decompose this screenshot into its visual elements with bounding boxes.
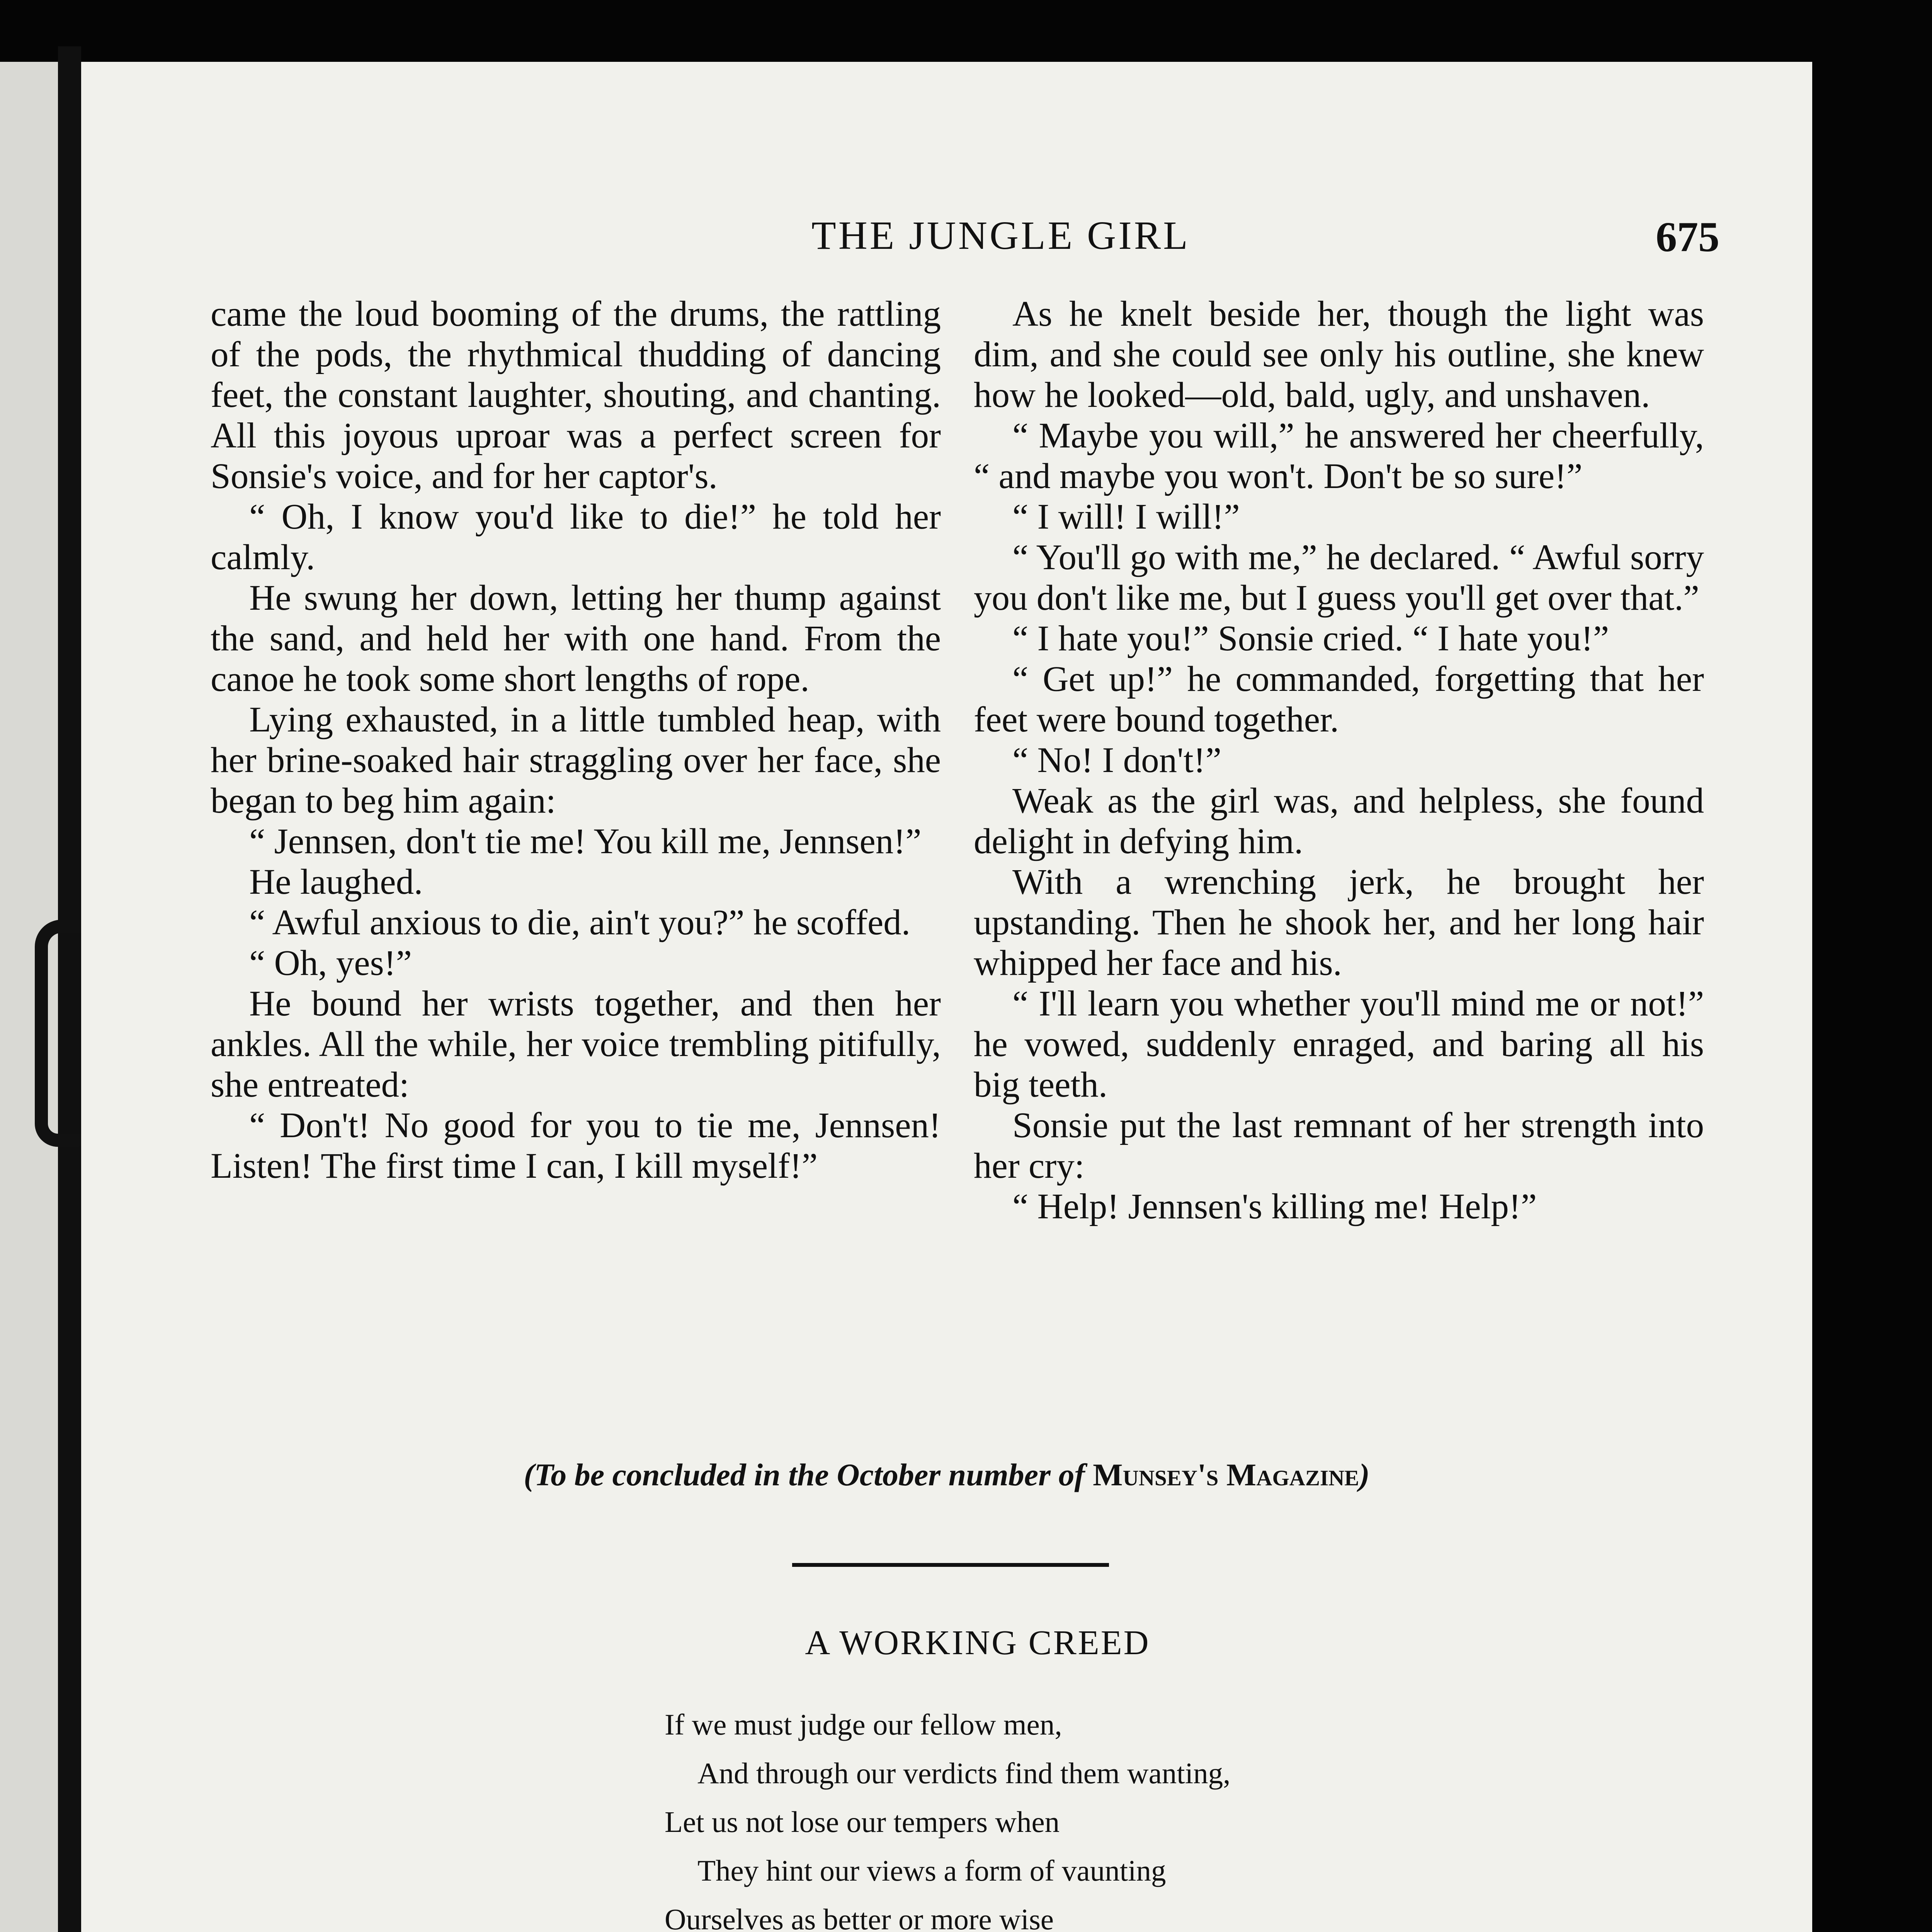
poem-line: If we must judge our fellow men,	[665, 1708, 1062, 1741]
continuation-note: (To be concluded in the October number of Munsey's Magazine)	[524, 1457, 1370, 1492]
poem-line: Ourselves as better or more wise	[665, 1903, 1054, 1932]
paragraph: came the loud booming of the drums, the rattling of the pods, the rhythmical thudding of dancing feet, the constant laughter, shouting, and chanting. All this joyous uproar was a perfect screen for Sonsie's voice, and for her captor's.	[211, 294, 941, 496]
paragraph: Weak as the girl was, and helpless, she found delight in defying him.	[974, 781, 1704, 861]
paragraph: “ I will! I will!”	[1012, 497, 1240, 537]
paragraph: Sonsie put the last remnant of her strength into her cry:	[974, 1105, 1704, 1186]
paragraph: “ Don't! No good for you to tie me, Jennsen! Listen! The first time I can, I kill myself!”	[211, 1105, 941, 1186]
continuation-note-text: To be concluded in the October number of	[534, 1457, 1093, 1492]
paragraph: “ You'll go with me,” he declared. “ Awful sorry you don't like me, but I guess you'll get over that.”	[974, 537, 1704, 618]
running-title: THE JUNGLE GIRL	[811, 213, 1190, 258]
paragraph: As he knelt beside her, though the light was dim, and she could see only his outline, she knew how he looked—old, bald, ugly, and unshaven.	[974, 294, 1704, 415]
poem-title: A WORKING CREED	[805, 1624, 1150, 1662]
magazine-page	[81, 62, 1812, 1932]
poem-stanza	[665, 1700, 1515, 1932]
paragraph: “ Maybe you will,” he answered her cheerfully, “ and maybe you won't. Don't be so sure!”	[974, 416, 1704, 496]
page-header	[81, 213, 1812, 267]
story-column-left	[211, 294, 941, 1186]
paragraph: With a wrenching jerk, he brought her upstanding. Then he shook her, and her long hair whipped her face and his.	[974, 862, 1704, 983]
poem-line: Let us not lose our tempers when	[665, 1805, 1060, 1838]
page-number: 675	[1656, 213, 1719, 260]
paragraph: “ Get up!” he commanded, forgetting that her feet were bound together.	[974, 659, 1704, 740]
story-column-right	[974, 294, 1704, 1227]
magazine-name: Munsey's Magazine	[1093, 1457, 1359, 1492]
paragraph: Lying exhausted, in a little tumbled heap, with her brine-soaked hair straggling over her face, she began to beg him again:	[211, 700, 941, 821]
poem-body	[665, 1700, 1515, 1932]
section-divider	[792, 1563, 1109, 1567]
paragraph: “ Help! Jennsen's killing me! Help!”	[1012, 1187, 1537, 1226]
poem-line: They hint our views a form of vaunting	[697, 1854, 1166, 1887]
paragraph: “ Oh, I know you'd like to die!” he told her calmly.	[211, 497, 941, 577]
poem-line: And through our verdicts find them wanting,	[697, 1757, 1231, 1790]
paragraph: “ Jennsen, don't tie me! You kill me, Jennsen!”	[249, 821, 922, 861]
paragraph: “ Oh, yes!”	[249, 943, 412, 983]
paragraph: He swung her down, letting her thump against the sand, and held her with one hand. From the canoe he took some short lengths of rope.	[211, 578, 941, 699]
paragraph: “ No! I don't!”	[1012, 740, 1221, 780]
paragraph: “ I hate you!” Sonsie cried. “ I hate you!”	[1012, 619, 1609, 658]
paragraph: He bound her wrists together, and then her ankles. All the while, her voice trembling pitifully, she entreated:	[211, 984, 941, 1105]
paragraph: “ I'll learn you whether you'll mind me or not!” he vowed, suddenly enraged, and baring all his big teeth.	[974, 984, 1704, 1105]
paragraph: He laughed.	[249, 862, 423, 902]
paragraph: “ Awful anxious to die, ain't you?” he scoffed.	[249, 903, 911, 942]
